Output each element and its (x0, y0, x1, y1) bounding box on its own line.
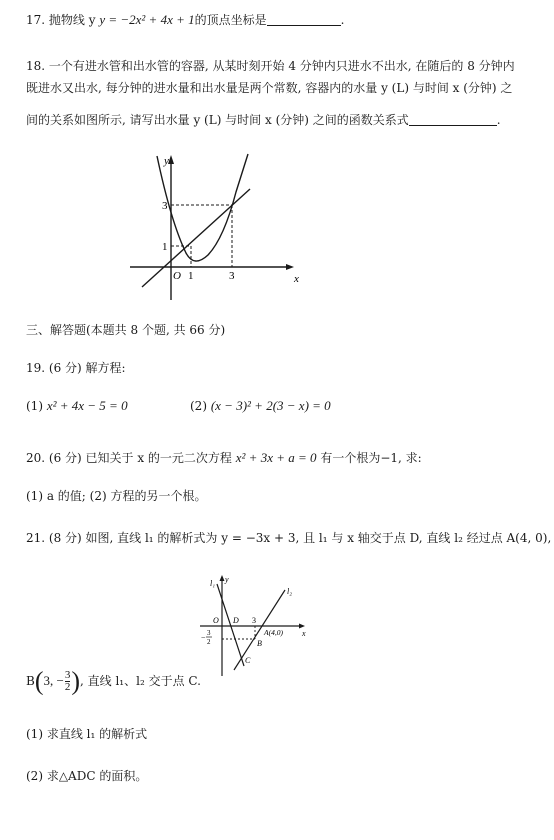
g2-label-origin: O (213, 616, 219, 625)
lines-graph (198, 572, 318, 676)
g2-label-l2: l₂ (287, 587, 293, 596)
q17-suffix: 的顶点坐标是 (194, 13, 267, 27)
g2-label-3: 3 (252, 616, 256, 625)
g2-label-B: B (257, 639, 262, 648)
graph1-origin: O (173, 270, 181, 282)
g2-label-minus: − (201, 633, 206, 642)
q21-sub-2: (2) 求△ADC 的面积。 (26, 769, 148, 783)
g2-label-l1: l₁ (210, 579, 216, 588)
graph1-y-tick-3: 3 (162, 200, 168, 212)
q18-line-2: 既进水又出水, 每分钟的进水量和出水量是两个常数, 容器内的水量 y (L) 与时间 x (分钟) 之 (26, 81, 513, 95)
q20-text-b: 有一个根为−1, 求: (320, 451, 422, 465)
y-axis-arrow (168, 155, 174, 164)
q21-b-close-paren: ) (71, 666, 81, 696)
q21-line-1: 21. (8 分) 如图, 直线 l₁ 的解析式为 y = −3x + 3, 且 l₁ 与 x 轴交于点 D, 直线 l₂ 经过点 A(4, 0), (26, 531, 552, 545)
section-3-heading: 三、解答题(本题共 8 个题, 共 66 分) (26, 323, 226, 337)
g2-y-axis-arrow (220, 575, 225, 581)
q19-title: 19. (6 分) 解方程: (26, 361, 126, 375)
q21-b-open-paren: ( (34, 666, 44, 696)
q21-point-b (26, 666, 201, 696)
q19-part-1-num: (1) (26, 399, 43, 413)
g2-label-D: D (233, 616, 239, 625)
q17-prefix: 17. 抛物线 y (26, 13, 100, 27)
g2-x-axis-arrow (299, 624, 305, 629)
question-20 (26, 450, 422, 466)
q19-part-1 (26, 398, 128, 414)
q21-sub-1: (1) 求直线 l₁ 的解析式 (26, 727, 148, 741)
graph1-x-label: x (294, 273, 299, 285)
g2-label-y: y (225, 575, 229, 584)
q17-math: y = −2x² + 4x + 1 (99, 12, 195, 27)
graph1-y-tick-1: 1 (162, 241, 168, 253)
graph1-y-label: y (164, 155, 169, 167)
q19-part-2-num: (2) (190, 399, 207, 413)
q18-line-1: 18. 一个有进水管和出水管的容器, 从某时刻开始 4 分钟内只进水不出水, 在随后的 8 分钟内 (26, 59, 515, 73)
q19-part-2-eq: (x − 3)² + 2(3 − x) = 0 (210, 398, 331, 413)
q19-part-1-eq: x² + 4x − 5 = 0 (46, 398, 128, 413)
g2-label-x: x (302, 629, 306, 638)
g2-label-C: C (245, 656, 251, 665)
q20-text-a: 20. (6 分) 已知关于 x 的一元二次方程 (26, 451, 232, 465)
q18-answer-blank (409, 125, 497, 126)
q18-line-3-text: 间的关系如图所示, 请写出水量 y (L) 与时间 x (分钟) 之间的函数关系式 (26, 113, 409, 127)
question-17: 17. 抛物线 y y = −2x² + 4x + 1的顶点坐标是 . (26, 12, 345, 27)
g2-label-neg-num: 3 (207, 629, 211, 637)
q21-b-tail: , 直线 l₁、l₂ 交于点 C. (80, 674, 201, 688)
q17-answer-blank (267, 25, 341, 26)
water-volume-graph (124, 152, 424, 302)
q21-b-num: 3 (64, 669, 71, 681)
x-axis-arrow (286, 264, 294, 270)
q21-b-x: 3, − (43, 673, 64, 688)
q20-eq: x² + 3x + a = 0 (235, 450, 317, 465)
q20-sub: (1) a 的值; (2) 方程的另一个根。 (26, 489, 207, 503)
q19-part-2 (190, 398, 331, 414)
g2-label-neg-den: 2 (207, 638, 211, 646)
q21-b-letter: B (26, 674, 35, 688)
graph1-x-tick-3: 3 (229, 270, 235, 282)
q18-line-3: 间的关系如图所示, 请写出水量 y (L) 与时间 x (分钟) 之间的函数关系式 . (26, 113, 501, 127)
q21-b-den: 2 (64, 681, 71, 693)
graph1-x-tick-1: 1 (188, 270, 194, 282)
q21-b-fraction (65, 670, 71, 693)
g2-label-A: A(4,0) (264, 628, 283, 637)
line-l1 (217, 584, 244, 666)
